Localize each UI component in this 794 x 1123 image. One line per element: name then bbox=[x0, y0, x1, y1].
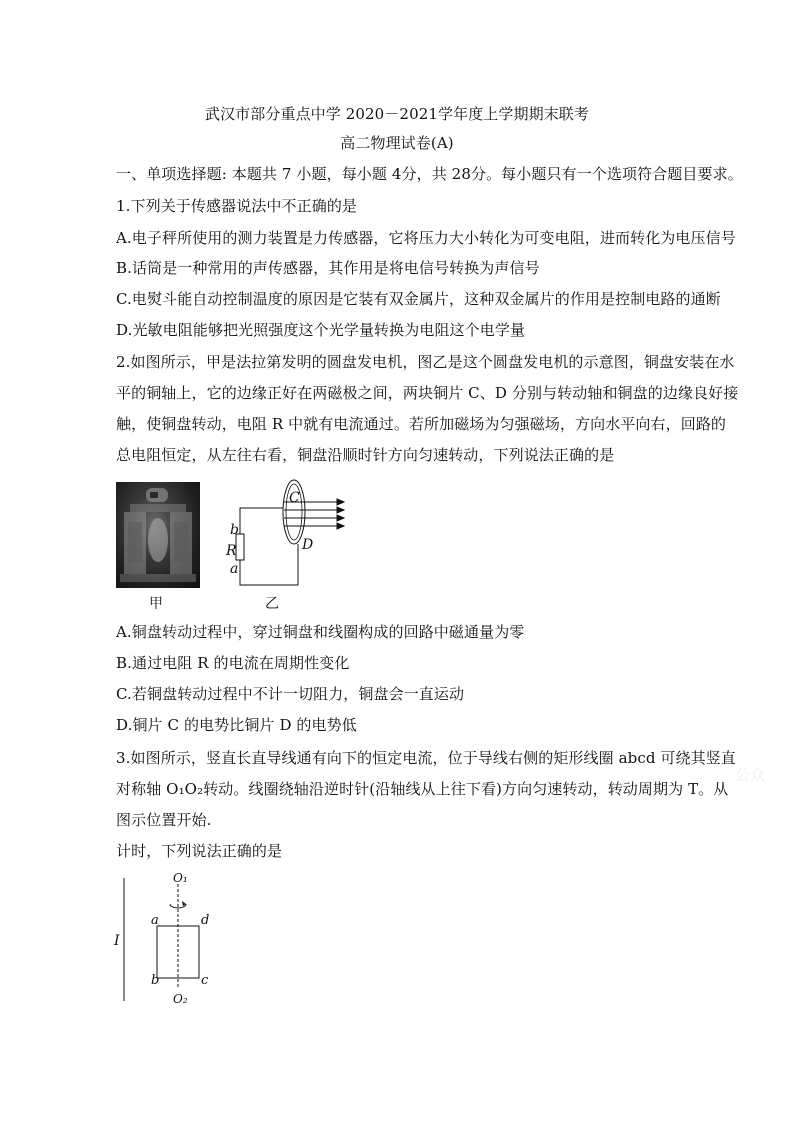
q3-stem-line: 对称轴 O₁O₂转动。线圈绕轴沿逆时针(沿轴线从上往下看)方向匀速转动，转动周期为 T。从 bbox=[116, 780, 729, 798]
label-d: D bbox=[302, 537, 314, 553]
q3-stem-line: 3.如图所示，竖直长直导线通有向下的恒定电流，位于导线右侧的矩形线圈 abcd 可绕其竖直 bbox=[116, 749, 736, 767]
label-coil-a: a bbox=[151, 913, 159, 928]
q1-option-a: A.电子秤所使用的测力装置是力传感器，它将压力大小转化为可变电阻，进而转化为电压信号 bbox=[116, 229, 736, 247]
q1-option-b: B.话筒是一种常用的声传感器，其作用是将电信号转换为声信号 bbox=[116, 259, 540, 277]
coil-wire-diagram bbox=[110, 866, 230, 1008]
label-r: R bbox=[226, 543, 237, 559]
label-c: C bbox=[289, 490, 300, 506]
label-o2: O₂ bbox=[173, 992, 188, 1006]
q2-option-b: B.通过电阻 R 的电流在周期性变化 bbox=[116, 654, 350, 672]
label-a: a bbox=[230, 561, 239, 577]
exam-subtitle: 高二物理试卷(A) bbox=[340, 134, 454, 152]
q2-option-d: D.铜片 C 的电势比铜片 D 的电势低 bbox=[116, 716, 357, 734]
q2-stem-line: 总电阻恒定，从左往右看，铜盘沿顺时针方向匀速转动，下列说法正确的是 bbox=[116, 446, 615, 464]
q2-stem-line: 平的铜轴上，它的边缘正好在两磁极之间，两块铜片 C、D 分别与转动轴和铜盘的边缘良好接 bbox=[116, 384, 739, 402]
q2-option-a: A.铜盘转动过程中，穿过铜盘和线圈构成的回路中磁通量为零 bbox=[116, 623, 525, 641]
label-coil-c: c bbox=[201, 973, 209, 988]
label-current-i: I bbox=[114, 933, 120, 949]
generator-schematic bbox=[222, 472, 352, 590]
q1-option-d: D.光敏电阻能够把光照强度这个光学量转换为电阻这个电学量 bbox=[116, 321, 526, 339]
q3-stem-line: 计时，下列说法正确的是 bbox=[116, 842, 283, 860]
caption-yi: 乙 bbox=[265, 596, 279, 612]
section-heading: 一、单项选择题: 本题共 7 小题，每小题 4分，共 28分。每小题只有一个选项符合题目要求。 bbox=[116, 165, 743, 183]
faraday-generator-photo bbox=[116, 482, 200, 588]
label-coil-d: d bbox=[201, 913, 210, 928]
watermark: 公众 bbox=[735, 766, 766, 784]
q2-stem-line: 触，使铜盘转动，电阻 R 中就有电流通过。若所加磁场为匀强磁场，方向水平向右，回路的 bbox=[116, 415, 727, 433]
caption-jia: 甲 bbox=[149, 596, 163, 612]
q1-stem: 1.下列关于传感器说法中不正确的是 bbox=[116, 197, 358, 215]
q2-option-c: C.若铜盘转动过程中不计一切阻力，铜盘会一直运动 bbox=[116, 685, 465, 703]
q2-stem-line: 2.如图所示，甲是法拉第发明的圆盘发电机，图乙是这个圆盘发电机的示意图，铜盘安装在水 bbox=[116, 353, 735, 371]
label-o1: O₁ bbox=[173, 871, 188, 885]
exam-title: 武汉市部分重点中学 2020－2021学年度上学期期末联考 bbox=[204, 105, 590, 123]
label-coil-b: b bbox=[151, 973, 160, 988]
q3-stem-line: 图示位置开始. bbox=[116, 811, 212, 829]
q1-option-c: C.电熨斗能自动控制温度的原因是它装有双金属片，这种双金属片的作用是控制电路的通断 bbox=[116, 290, 721, 308]
label-b: b bbox=[230, 522, 239, 538]
